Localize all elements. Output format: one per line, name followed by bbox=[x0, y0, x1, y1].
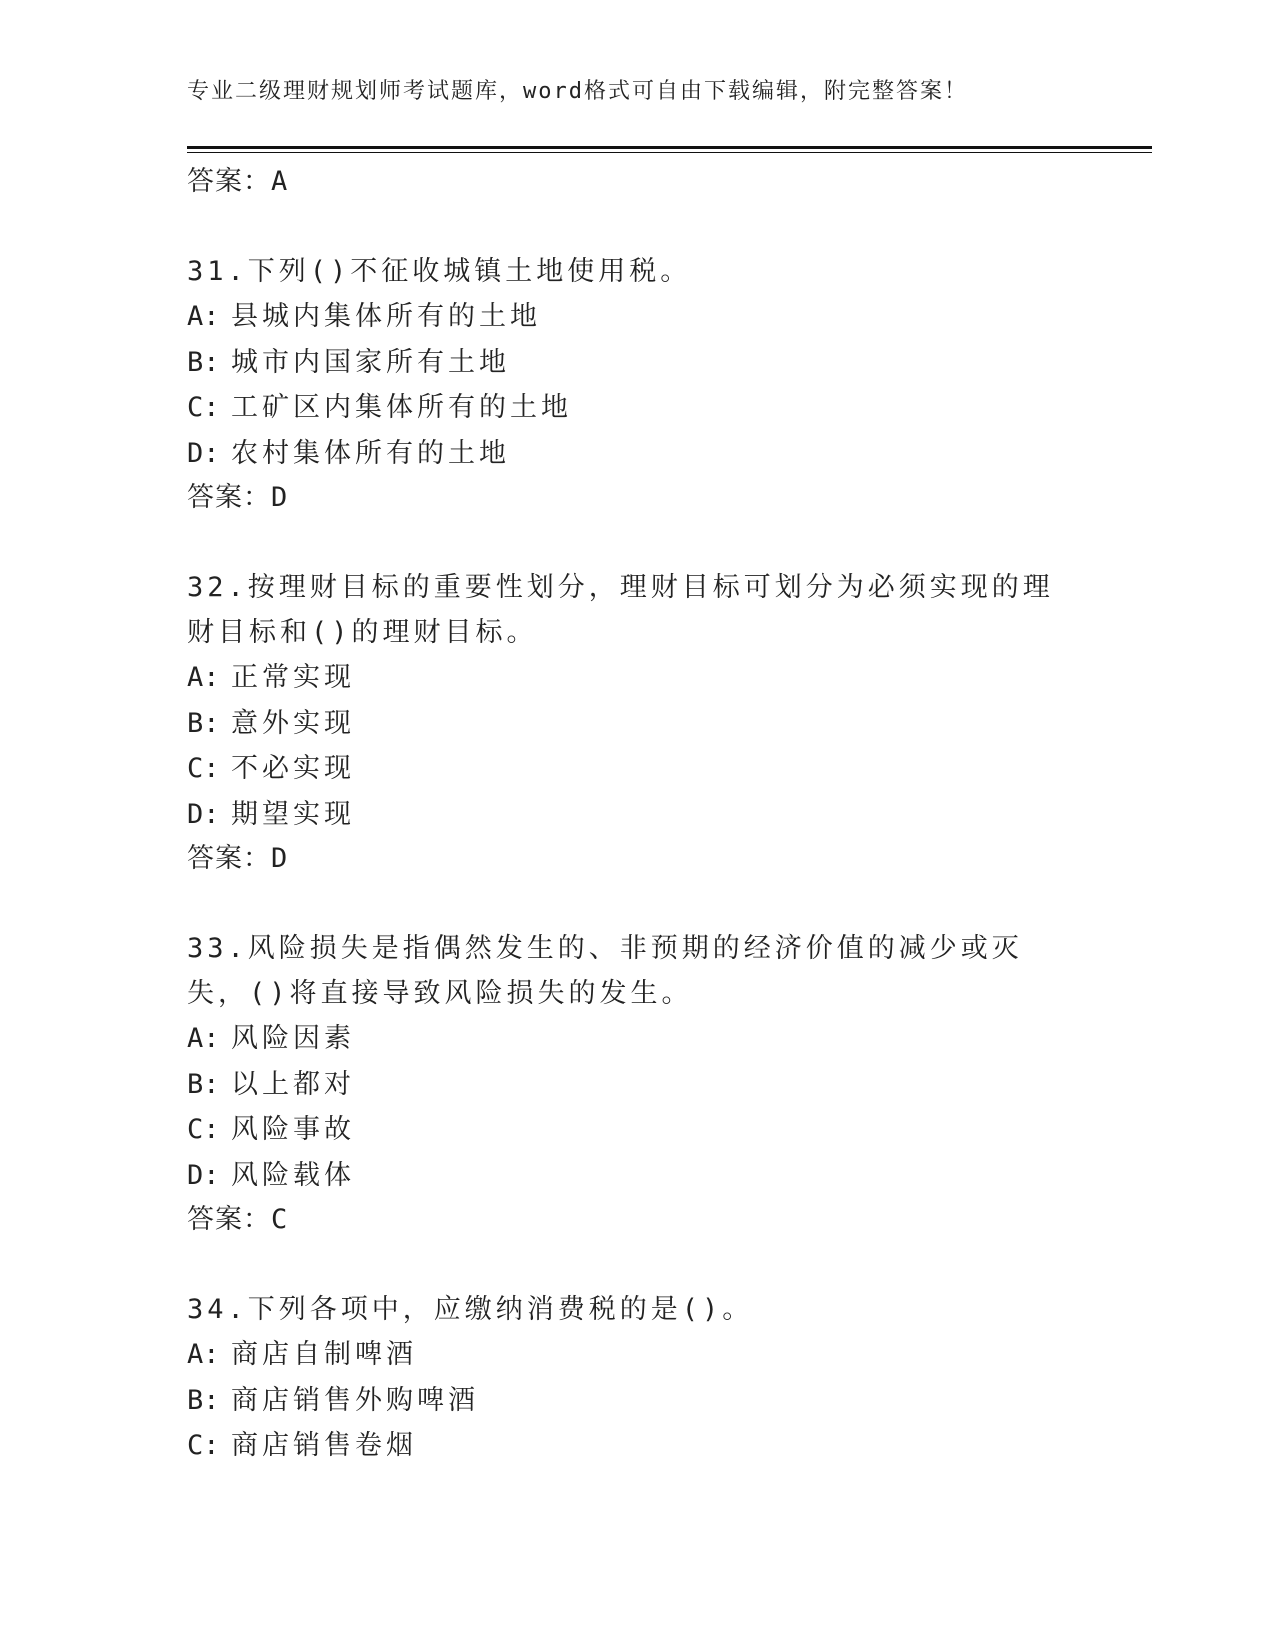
option-text: 以上都对 bbox=[231, 1068, 355, 1100]
page-header: 专业二级理财规划师考试题库，word格式可自由下载编辑，附完整答案！ bbox=[187, 79, 968, 104]
option-d bbox=[187, 792, 1077, 838]
option-text: 工矿区内集体所有的土地 bbox=[231, 392, 572, 423]
option-letter: A: bbox=[187, 301, 220, 332]
header-rule bbox=[187, 146, 1152, 149]
answer-label: 答案： bbox=[187, 166, 271, 197]
option-letter: B: bbox=[187, 346, 220, 378]
option-a bbox=[187, 1016, 1077, 1062]
option-a bbox=[187, 294, 1077, 340]
option-text: 正常实现 bbox=[231, 662, 355, 693]
option-letter: C: bbox=[187, 1430, 220, 1461]
option-text: 商店销售外购啤酒 bbox=[231, 1384, 479, 1416]
option-letter: D: bbox=[187, 1159, 220, 1191]
option-text: 风险载体 bbox=[231, 1159, 355, 1191]
question-stem: 32.按理财目标的重要性划分，理财目标可划分为必须实现的理财目标和()的理财目标。 bbox=[187, 572, 1054, 648]
option-letter: A: bbox=[187, 1023, 220, 1054]
option-letter: B: bbox=[187, 707, 220, 739]
option-text: 风险因素 bbox=[231, 1023, 355, 1054]
answer-line bbox=[187, 837, 1077, 881]
option-letter: A: bbox=[187, 1339, 220, 1370]
option-text: 城市内国家所有土地 bbox=[231, 346, 510, 378]
option-b bbox=[187, 1378, 1077, 1424]
option-letter: B: bbox=[187, 1068, 220, 1100]
option-letter: C: bbox=[187, 1114, 220, 1145]
option-letter: B: bbox=[187, 1384, 220, 1416]
question-31 bbox=[187, 249, 1077, 520]
option-c bbox=[187, 1423, 1077, 1469]
option-c bbox=[187, 746, 1077, 792]
option-text: 风险事故 bbox=[231, 1114, 355, 1145]
answer-label: 答案： bbox=[187, 482, 271, 513]
option-b bbox=[187, 1062, 1077, 1108]
answer-line bbox=[187, 1198, 1077, 1242]
question-list bbox=[187, 160, 1077, 1469]
answer-value: A bbox=[271, 166, 288, 197]
option-text: 不必实现 bbox=[231, 753, 355, 784]
option-b bbox=[187, 340, 1077, 386]
option-c bbox=[187, 1107, 1077, 1153]
answer-label: 答案： bbox=[187, 1204, 271, 1235]
option-text: 商店自制啤酒 bbox=[231, 1339, 417, 1370]
option-letter: D: bbox=[187, 798, 220, 830]
question-stem: 31.下列()不征收城镇土地使用税。 bbox=[187, 256, 692, 287]
option-text: 农村集体所有的土地 bbox=[231, 437, 510, 469]
option-b bbox=[187, 701, 1077, 747]
answer-line bbox=[187, 476, 1077, 520]
answer-label: 答案： bbox=[187, 843, 271, 874]
header-rule-thin bbox=[187, 152, 1152, 153]
question-stem: 33.风险损失是指偶然发生的、非预期的经济价值的减少或灭失，()将直接导致风险损失的发生。 bbox=[187, 933, 1023, 1009]
question-32 bbox=[187, 565, 1077, 881]
option-a bbox=[187, 655, 1077, 701]
question-stem: 34.下列各项中，应缴纳消费税的是()。 bbox=[187, 1294, 754, 1325]
option-text: 意外实现 bbox=[231, 707, 355, 739]
answer-value: D bbox=[271, 843, 288, 874]
option-d bbox=[187, 431, 1077, 477]
option-text: 县城内集体所有的土地 bbox=[231, 301, 541, 332]
answer-value: C bbox=[271, 1204, 288, 1235]
option-text: 商店销售卷烟 bbox=[231, 1430, 417, 1461]
option-d bbox=[187, 1153, 1077, 1199]
answer-value: D bbox=[271, 482, 288, 513]
option-a bbox=[187, 1332, 1077, 1378]
answer-line bbox=[187, 160, 1077, 204]
question-33 bbox=[187, 926, 1077, 1242]
option-letter: C: bbox=[187, 392, 220, 423]
option-letter: A: bbox=[187, 662, 220, 693]
option-c bbox=[187, 385, 1077, 431]
option-letter: D: bbox=[187, 437, 220, 469]
option-text: 期望实现 bbox=[231, 798, 355, 830]
question-34 bbox=[187, 1287, 1077, 1469]
option-letter: C: bbox=[187, 753, 220, 784]
